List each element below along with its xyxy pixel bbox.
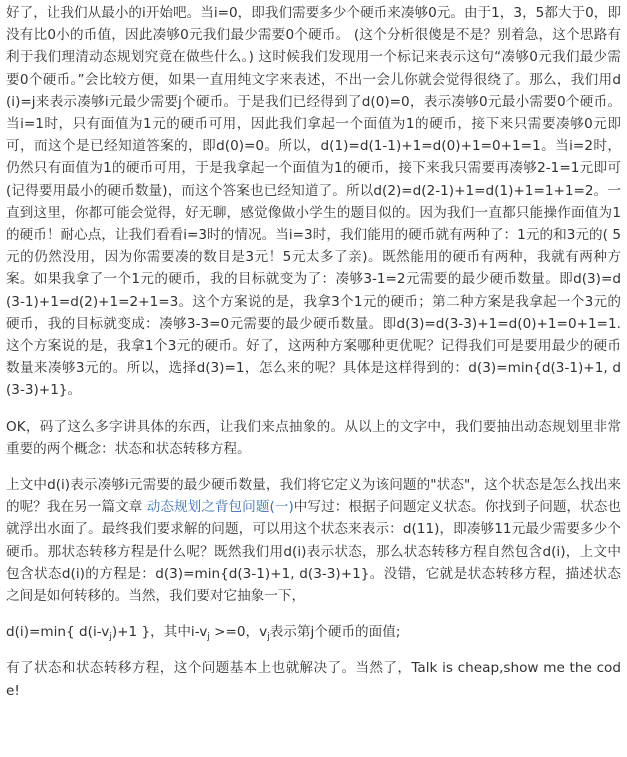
state-transition-formula <box>6 621 621 643</box>
article-body <box>0 2 627 702</box>
formula-text: 表示第j个硬币的面值; <box>269 624 401 641</box>
formula-text: d(i)=min{ d(i-v <box>6 624 110 641</box>
formula-subscript: j <box>207 632 210 643</box>
paragraph-state-definition <box>6 474 621 607</box>
formula-text: >=0，v <box>209 624 268 641</box>
paragraph-coin-analysis: 好了，让我们从最小的i开始吧。当i=0，即我们需要多少个硬币来凑够0元。由于1，3，5都大于0，即没有比0小的币值，因此凑够0元我们最少需要0个硬币。 (这个分析很傻是不是？别着急，这个思路有利于我们理清动态规划究竟在做些什么。) 这时候我们发现用一个标记来表示这句“凑够0元我们最少需要0个硬币。”会比较方便，如果一直用纯文字来表述，不出一会儿你就会觉得很绕了。那么，我们用d(i)=j来表示凑够i元最少需要j个硬币。于是我们已经得到了d(0)=0，表示凑够0元最小需要0个硬币。当i=1时，只有面值为1元的硬币可用，因此我们拿起一个面值为1的硬币，接下来只需要凑够0元即可，而这个是已经知道答案的，即d(0)=0。所以，d(1)=d(1-1)+1=d(0)+1=0+1=1。当i=2时，仍然只有面值为1的硬币可用，于是我拿起一个面值为1的硬币，接下来我只需要再凑够2-1=1元即可(记得要用最小的硬币数量)，而这个答案也已经知道了。所以d(2)=d(2-1)+1=d(1)+1=1+1=2。一直到这里，你都可能会觉得，好无聊，感觉像做小学生的题目似的。因为我们一直都只能操作面值为1的硬币！耐心点，让我们看看i=3时的情况。当i=3时，我们能用的硬币就有两种了：1元的和3元的( 5元的仍然没用，因为你需要凑的数目是3元！5元太多了亲)。既然能用的硬币有两种，我就有两种方案。如果我拿了一个1元的硬币，我的目标就变为了：凑够3-1=2元需要的最少硬币数量。即d(3)=d(3-1)+1=d(2)+1=2+1=3。这个方案说的是，我拿3个1元的硬币；第二种方案是我拿起一个3元的硬币，我的目标就变成：凑够3-3=0元需要的最少硬币数量。即d(3)=d(3-3)+1=d(0)+1=0+1=1. 这个方案说的是，我拿1个3元的硬币。好了，这两种方案哪种更优呢？记得我们可是要用最少的硬币数量来凑够3元的。所以，选择d(3)=1，怎么来的呢？具体是这样得到的：d(3)=min{d(3-1)+1, d(3-3)+1}。 <box>6 5 621 399</box>
paragraph-abstraction-intro: OK，码了这么多字讲具体的东西，让我们来点抽象的。从以上的文字中，我们要抽出动态规划里非常重要的两个概念：状态和状态转移方程。 <box>6 418 621 457</box>
paragraph-conclusion: 有了状态和状态转移方程，这个问题基本上也就解决了。当然了，Talk is cheap,show me the code! <box>6 660 621 699</box>
formula-subscript: j <box>267 632 270 643</box>
formula-text: )+1 }，其中i-v <box>111 624 208 641</box>
knapsack-article-link[interactable]: 动态规划之背包问题(一) <box>146 499 294 516</box>
state-text-before-link: 上文中d(i)表示凑够i元需要的最少硬币数量，我们将它定义为该问题的"状态"，这个状态是怎么找出来的呢？我在另一篇文章 <box>6 477 621 516</box>
state-text-after-link: 中写过：根据子问题定义状态。你找到子问题，状态也就浮出水面了。最终我们要求解的问题，可以用这个状态来表示：d(11)，即凑够11元最少需要多少个硬币。那状态转移方程是什么呢？既然我们用d(i)表示状态，那么状态转移方程自然包含d(i)，上文中包含状态d(i)的方程是：d(3)=min{d(3-1)+1, d(3-3)+1}。没错，它就是状态转移方程，描述状态之间是如何转移的。当然，我们要对它抽象一下， <box>6 499 622 605</box>
formula-subscript: j <box>109 632 112 643</box>
